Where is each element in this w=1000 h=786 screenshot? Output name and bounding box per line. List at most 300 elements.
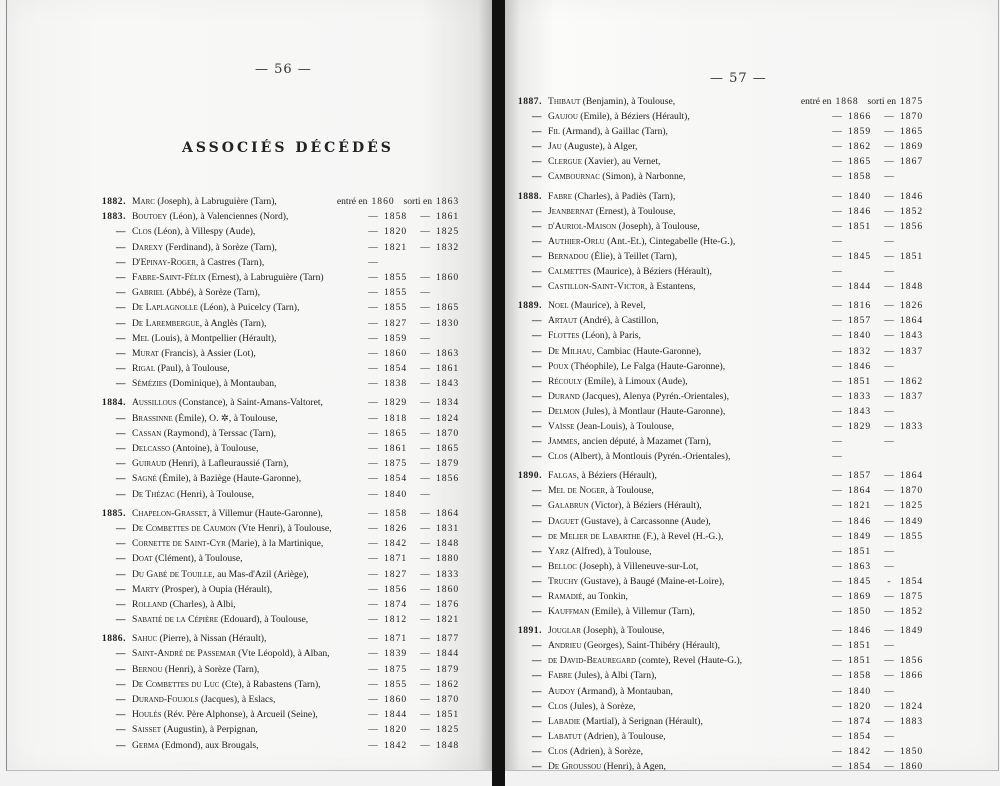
list-item <box>94 538 466 553</box>
entry-details: , à Villemur (Haute-Garonne), <box>207 507 323 519</box>
list-item <box>510 156 930 171</box>
list-item <box>94 397 466 412</box>
entered-year: 1859 <box>848 126 872 138</box>
entry-details: (Alfred), à Toulouse, <box>568 545 652 557</box>
dash: — <box>832 575 842 587</box>
entered-year: 1820 <box>384 226 408 238</box>
dash: — <box>832 625 842 637</box>
entry-surname: Galabrun <box>548 500 589 512</box>
exited-year: 1848 <box>436 538 460 550</box>
dash: — <box>368 488 378 500</box>
entry-surname: Yarz <box>548 545 569 557</box>
dash: — <box>832 470 842 482</box>
entry-surname: Houlés <box>132 709 162 721</box>
entry-details: (Henri), à Lafleuraussié (Tarn), <box>166 458 289 470</box>
entry-name <box>548 451 826 462</box>
dash: — <box>368 427 378 439</box>
entry-surname: Vaïsse <box>548 420 575 432</box>
entered-year: 1842 <box>384 538 408 550</box>
page-number: — 57 — <box>710 71 767 86</box>
dash: — <box>884 470 894 482</box>
dash: — <box>832 390 842 402</box>
exited-year: 1846 <box>900 190 924 202</box>
page-number: — 56 — <box>255 62 312 77</box>
dash: — <box>832 190 842 202</box>
dash: — <box>884 685 894 697</box>
entry-year: — <box>531 250 542 262</box>
entered-year: 1840 <box>848 190 872 202</box>
entry-name <box>548 251 826 262</box>
entry-year: — <box>115 347 126 359</box>
entry-surname: Fabre <box>548 190 573 202</box>
list-item <box>510 376 930 391</box>
entry-surname: Sagné <box>132 473 157 485</box>
entered-year: 1859 <box>384 332 408 344</box>
entry-name <box>548 606 826 617</box>
dash: — <box>884 205 894 217</box>
exited-year: 1824 <box>436 412 460 424</box>
dash: — <box>832 485 842 497</box>
entry-details: (Jacques), Alenya (Pyrén.-Orientales), <box>579 390 730 402</box>
entry-year: — <box>115 412 126 424</box>
dash: — <box>884 560 894 572</box>
entry-year: — <box>531 436 542 448</box>
list-item <box>94 648 466 663</box>
entered-year: 1842 <box>848 745 872 757</box>
entry-name <box>548 531 826 542</box>
exited-year: 1869 <box>900 141 924 153</box>
entry-details: (Francis), à Assier (Lot), <box>158 347 256 359</box>
entered-year: 1860 <box>384 347 408 359</box>
exited-year: 1825 <box>436 226 460 238</box>
dash: — <box>884 655 894 667</box>
list-item <box>510 315 930 330</box>
entry-year: — <box>115 709 126 721</box>
exited-year: 1860 <box>436 271 460 283</box>
entry-surname: Mel <box>132 332 150 344</box>
exited-year: 1875 <box>900 96 924 107</box>
entry-details: (Emile), à Villemur (Tarn), <box>589 606 695 618</box>
entry-name <box>548 561 826 572</box>
entry-surname: Marc <box>132 196 155 207</box>
dash: — <box>884 126 894 138</box>
exited-year: 1870 <box>900 111 924 123</box>
entered-year: 1832 <box>848 345 872 357</box>
exited-year: 1860 <box>900 761 924 773</box>
dash: — <box>420 427 430 439</box>
dash: — <box>832 315 842 327</box>
entry-surname: De Combettes de Caumon <box>132 522 236 534</box>
entry-surname: De Milhau <box>548 345 592 357</box>
entry-year: — <box>531 606 542 618</box>
entry-name <box>132 196 337 207</box>
entry-surname: Rolland <box>132 598 168 610</box>
entry-year: — <box>531 420 542 432</box>
dash: — <box>368 347 378 359</box>
entry-surname: Thibaut <box>548 96 581 107</box>
dash: — <box>832 300 842 312</box>
exited-year: 1865 <box>436 443 460 454</box>
entry-name <box>132 694 362 705</box>
dash: — <box>420 271 430 283</box>
entered-year: 1858 <box>384 211 408 223</box>
entered-year: 1862 <box>848 141 872 153</box>
entry-name <box>548 391 826 402</box>
list-item <box>510 500 930 515</box>
dash: — <box>832 515 842 527</box>
list-item <box>94 523 466 538</box>
dash: — <box>420 598 430 610</box>
exited-year: 1837 <box>900 345 924 357</box>
entry-year: 1885. <box>101 507 126 519</box>
dash: — <box>368 317 378 329</box>
dash: — <box>832 360 842 372</box>
list-item <box>94 724 466 739</box>
exited-year: 1825 <box>900 500 924 512</box>
entry-surname: Aussillous <box>132 397 177 409</box>
entry-details: (Ernest), à Labruguière (Tarn) <box>205 271 324 283</box>
entry-name <box>548 485 826 496</box>
entry-details: (Prosper), à Oupia (Hérault), <box>159 583 273 595</box>
exited-year: 1865 <box>900 126 924 138</box>
entered-year: 1820 <box>848 700 872 712</box>
entry-year: — <box>115 663 126 675</box>
entry-surname: Delmon <box>548 405 580 417</box>
entry-details: (Pierre), à Nissan (Hérault), <box>157 633 267 645</box>
dash: — <box>420 397 430 409</box>
entry-year: — <box>115 378 126 390</box>
entry-year: — <box>115 317 126 329</box>
exited-year: 1862 <box>436 678 460 690</box>
entry-details: (Léon), à Paris, <box>579 330 641 342</box>
entry-year: — <box>531 640 542 652</box>
entry-name <box>132 553 362 564</box>
entry-details: (Albert), à Montlouis (Pyrén.-Orientales), <box>567 451 731 463</box>
entry-year: — <box>115 332 126 344</box>
list-item <box>510 191 930 206</box>
entry-name <box>132 473 362 484</box>
dash: — <box>420 538 430 550</box>
entry-details: (Joseph), à Villeneuve-sur-Lot, <box>576 560 699 572</box>
entered-year: 1871 <box>384 553 408 565</box>
entry-name <box>548 266 826 277</box>
entry-surname: Audoy <box>548 685 576 697</box>
entry-year: — <box>531 530 542 542</box>
entered-year: 1874 <box>384 598 408 610</box>
entered-year: 1863 <box>848 560 872 572</box>
entry-name <box>132 333 362 344</box>
entered-year: 1855 <box>384 271 408 283</box>
list-item <box>94 211 466 226</box>
dash: — <box>368 507 378 519</box>
dash: — <box>884 220 894 232</box>
dash: — <box>884 700 894 712</box>
exited-label: sorti en <box>867 96 896 107</box>
exited-year: 1854 <box>900 575 924 587</box>
dash: — <box>368 568 378 580</box>
list-item <box>510 236 930 251</box>
entry-year: — <box>115 598 126 610</box>
entry-details: , à Estantens, <box>644 281 696 293</box>
dash: — <box>832 250 842 262</box>
dash: — <box>420 507 430 519</box>
entry-details: (Joseph), à Toulouse, <box>580 625 665 637</box>
entry-details: (Adrien), à Sorèze, <box>567 745 644 757</box>
entry-surname: Clos <box>548 745 568 757</box>
entry-details: (Charles), à Albi, <box>167 598 236 610</box>
entry-name <box>132 363 362 374</box>
entry-surname: Marty <box>132 583 160 595</box>
dash: — <box>832 606 842 618</box>
entry-name <box>132 413 362 424</box>
entered-year: 1858 <box>384 507 408 519</box>
entered-year: 1851 <box>848 640 872 652</box>
exited-year: 1851 <box>900 250 924 262</box>
entry-year: 1890. <box>517 470 542 482</box>
dash: — <box>832 141 842 153</box>
entry-year: — <box>115 568 126 580</box>
exited-year: 1849 <box>900 515 924 527</box>
dash: — <box>420 694 430 705</box>
entry-details: (Vte Henri), à Toulouse, <box>235 522 332 534</box>
dash: — <box>832 761 842 773</box>
dash: — <box>420 614 430 626</box>
dash: — <box>420 363 430 375</box>
dash: — <box>884 300 894 312</box>
entry-details: , à Castres (Tarn), <box>195 256 265 268</box>
entry-details: (Léon), à Villespy (Aude), <box>151 226 256 238</box>
list-item <box>510 111 930 126</box>
entry-details: (Emile), à Béziers (Hérault), <box>577 111 690 123</box>
entry-details: (Jean-Louis), à Toulouse, <box>574 420 674 432</box>
entry-name <box>548 111 826 122</box>
entry-year: — <box>531 266 542 278</box>
entry-details: (Léon), à Valenciennes (Nord), <box>167 211 289 223</box>
dash: — <box>884 515 894 527</box>
entry-details: , à Toulouse, <box>605 485 654 497</box>
entered-year: 1821 <box>848 500 872 512</box>
entered-year: 1850 <box>848 606 872 618</box>
dash: — <box>420 678 430 690</box>
dash: — <box>884 500 894 512</box>
dash: — <box>368 378 378 390</box>
entry-details: (Constance), à Saint-Amans-Valtoret, <box>176 397 323 409</box>
entered-year: 1820 <box>384 724 408 736</box>
entry-surname: Durand <box>548 390 580 402</box>
entry-surname: Cornette de Saint-Cyr <box>132 538 226 550</box>
entry-year: 1884. <box>101 397 126 409</box>
entered-year: 1874 <box>848 715 872 727</box>
page-title: ASSOCIÉS DÉCÉDÉS <box>182 140 394 156</box>
exited-year: 1877 <box>436 633 460 645</box>
exited-year: 1864 <box>436 507 460 519</box>
entry-details: , au Tonkin, <box>582 591 628 602</box>
entry-name <box>548 406 826 417</box>
list-item <box>510 761 930 776</box>
entry-surname: Fabre <box>548 670 573 682</box>
entry-surname: Labadie <box>548 715 581 727</box>
entry-surname: De Groussou <box>548 761 602 773</box>
entry-name <box>132 318 362 329</box>
entry-name <box>132 458 362 469</box>
list-item <box>94 508 466 523</box>
dash: — <box>368 583 378 595</box>
entry-name <box>548 315 826 326</box>
dash: — <box>832 111 842 123</box>
list-item <box>510 655 930 670</box>
list-item <box>94 614 466 629</box>
dash: — <box>420 488 430 500</box>
entry-year: — <box>115 302 126 314</box>
exited-year: 1864 <box>900 470 924 482</box>
entry-name <box>548 761 826 772</box>
entry-details: (Henri), à Toulouse, <box>174 488 254 500</box>
exited-year: 1879 <box>436 458 460 470</box>
entered-year: 1844 <box>384 709 408 721</box>
entry-name <box>132 428 362 439</box>
entry-details: (Paul), à Toulouse, <box>155 363 230 375</box>
dash: — <box>368 241 378 253</box>
entered-year: 1875 <box>384 458 408 470</box>
dash: — <box>420 473 430 485</box>
entry-year: 1886. <box>101 633 126 645</box>
entry-name <box>548 330 826 341</box>
entry-surname: Récouly <box>548 375 583 387</box>
entry-year: — <box>531 220 542 232</box>
entry-surname: Jammes <box>548 436 578 448</box>
entered-year: 1818 <box>384 412 408 424</box>
entry-surname: Chapelon-Grasset <box>132 507 208 519</box>
entry-details: , Cambiac (Haute-Garonne), <box>591 345 702 357</box>
entered-year: 1854 <box>384 473 408 485</box>
entry-details: (Théophile), Le Falga (Haute-Garonne), <box>568 360 726 372</box>
entered-year: 1864 <box>848 485 872 497</box>
dash: — <box>368 397 378 409</box>
entry-year: — <box>115 739 126 751</box>
entry-name <box>548 361 826 372</box>
entry-year: — <box>115 488 126 500</box>
entered-year: 1856 <box>384 583 408 595</box>
entry-name <box>132 538 362 549</box>
exited-year: 1851 <box>436 709 460 721</box>
entry-year: 1887. <box>517 96 542 107</box>
entry-details: (Émile), O. ✲, à Toulouse, <box>172 412 278 424</box>
entry-name <box>548 625 826 636</box>
entry-name <box>548 516 826 527</box>
entry-year: — <box>531 700 542 712</box>
dash: — <box>832 375 842 387</box>
list-item <box>94 287 466 302</box>
entry-surname: Poux <box>548 360 569 372</box>
dash: — <box>368 648 378 660</box>
entered-year: 1851 <box>848 655 872 667</box>
exited-year: 1843 <box>900 330 924 342</box>
entry-year: — <box>531 126 542 138</box>
entry-year: — <box>531 330 542 342</box>
exited-year: 1883 <box>900 715 924 727</box>
entry-year: — <box>531 390 542 402</box>
entry-name <box>548 96 801 107</box>
entry-surname: Flottes <box>548 330 580 342</box>
entry-year: — <box>115 583 126 595</box>
entry-surname: d'Auriol-Maison <box>548 220 617 232</box>
exited-year: 1863 <box>436 347 460 359</box>
entry-surname: Clos <box>548 700 568 712</box>
entry-details: (Dominique), à Montauban, <box>166 378 277 390</box>
list-item <box>510 221 930 236</box>
dash: — <box>832 235 842 247</box>
list-item <box>94 694 466 709</box>
entry-surname: De Combettes du Luc <box>132 678 220 690</box>
dash: — <box>420 317 430 329</box>
entered-year: 1845 <box>848 575 872 587</box>
dash: — <box>832 685 842 697</box>
entered-year: 1829 <box>848 420 872 432</box>
entry-name <box>132 724 362 735</box>
dash: — <box>884 485 894 497</box>
entry-name <box>132 508 362 519</box>
entry-year: — <box>531 375 542 387</box>
entry-surname: Boutoey <box>132 211 168 223</box>
entry-surname: Rigal <box>132 363 156 375</box>
entry-surname: Cambournac <box>548 171 600 183</box>
list-item <box>94 257 466 272</box>
entry-surname: Sahuc <box>132 633 158 645</box>
dash: — <box>420 553 430 565</box>
entry-surname: Jeanbernat <box>548 205 594 217</box>
deceased-list-left <box>94 196 466 755</box>
entry-name <box>548 281 826 292</box>
entry-details: (Edouard), à Toulouse, <box>218 614 309 626</box>
entry-surname: Noel <box>548 300 569 312</box>
entry-year: — <box>115 678 126 690</box>
entry-surname: Gabriel <box>132 287 165 299</box>
dash: — <box>832 451 842 463</box>
list-item <box>94 553 466 568</box>
entry-year: — <box>531 500 542 512</box>
entry-details: (Xavier), au Vernet, <box>582 156 661 168</box>
entry-name <box>548 126 826 137</box>
entry-details: (Joseph), à Toulouse, <box>616 220 700 232</box>
entered-year: 1868 <box>835 96 859 107</box>
list-item <box>510 141 930 156</box>
entered-year: 1871 <box>384 633 408 645</box>
dash: - <box>887 575 891 587</box>
entry-year: — <box>115 724 126 736</box>
entry-year: — <box>531 715 542 727</box>
entry-year: — <box>531 761 542 773</box>
entry-surname: De Laplagnolle <box>132 302 198 314</box>
list-item <box>510 701 930 716</box>
dash: — <box>832 171 842 183</box>
exited-year: 1830 <box>436 317 460 329</box>
entered-year: 1839 <box>384 648 408 660</box>
entry-name <box>132 599 362 610</box>
dash: — <box>832 560 842 572</box>
exited-year: 1825 <box>436 724 460 736</box>
exited-year: 1861 <box>436 211 460 223</box>
dash: — <box>884 606 894 618</box>
entered-year: 1855 <box>384 678 408 690</box>
dash: — <box>832 670 842 682</box>
list-item <box>510 266 930 281</box>
dash: — <box>368 332 378 344</box>
entry-year: — <box>115 694 126 705</box>
list-item <box>94 272 466 287</box>
list-item <box>510 330 930 345</box>
exited-year: 1852 <box>900 205 924 217</box>
entry-details: (Joseph), à Labruguière (Tarn), <box>154 196 277 207</box>
